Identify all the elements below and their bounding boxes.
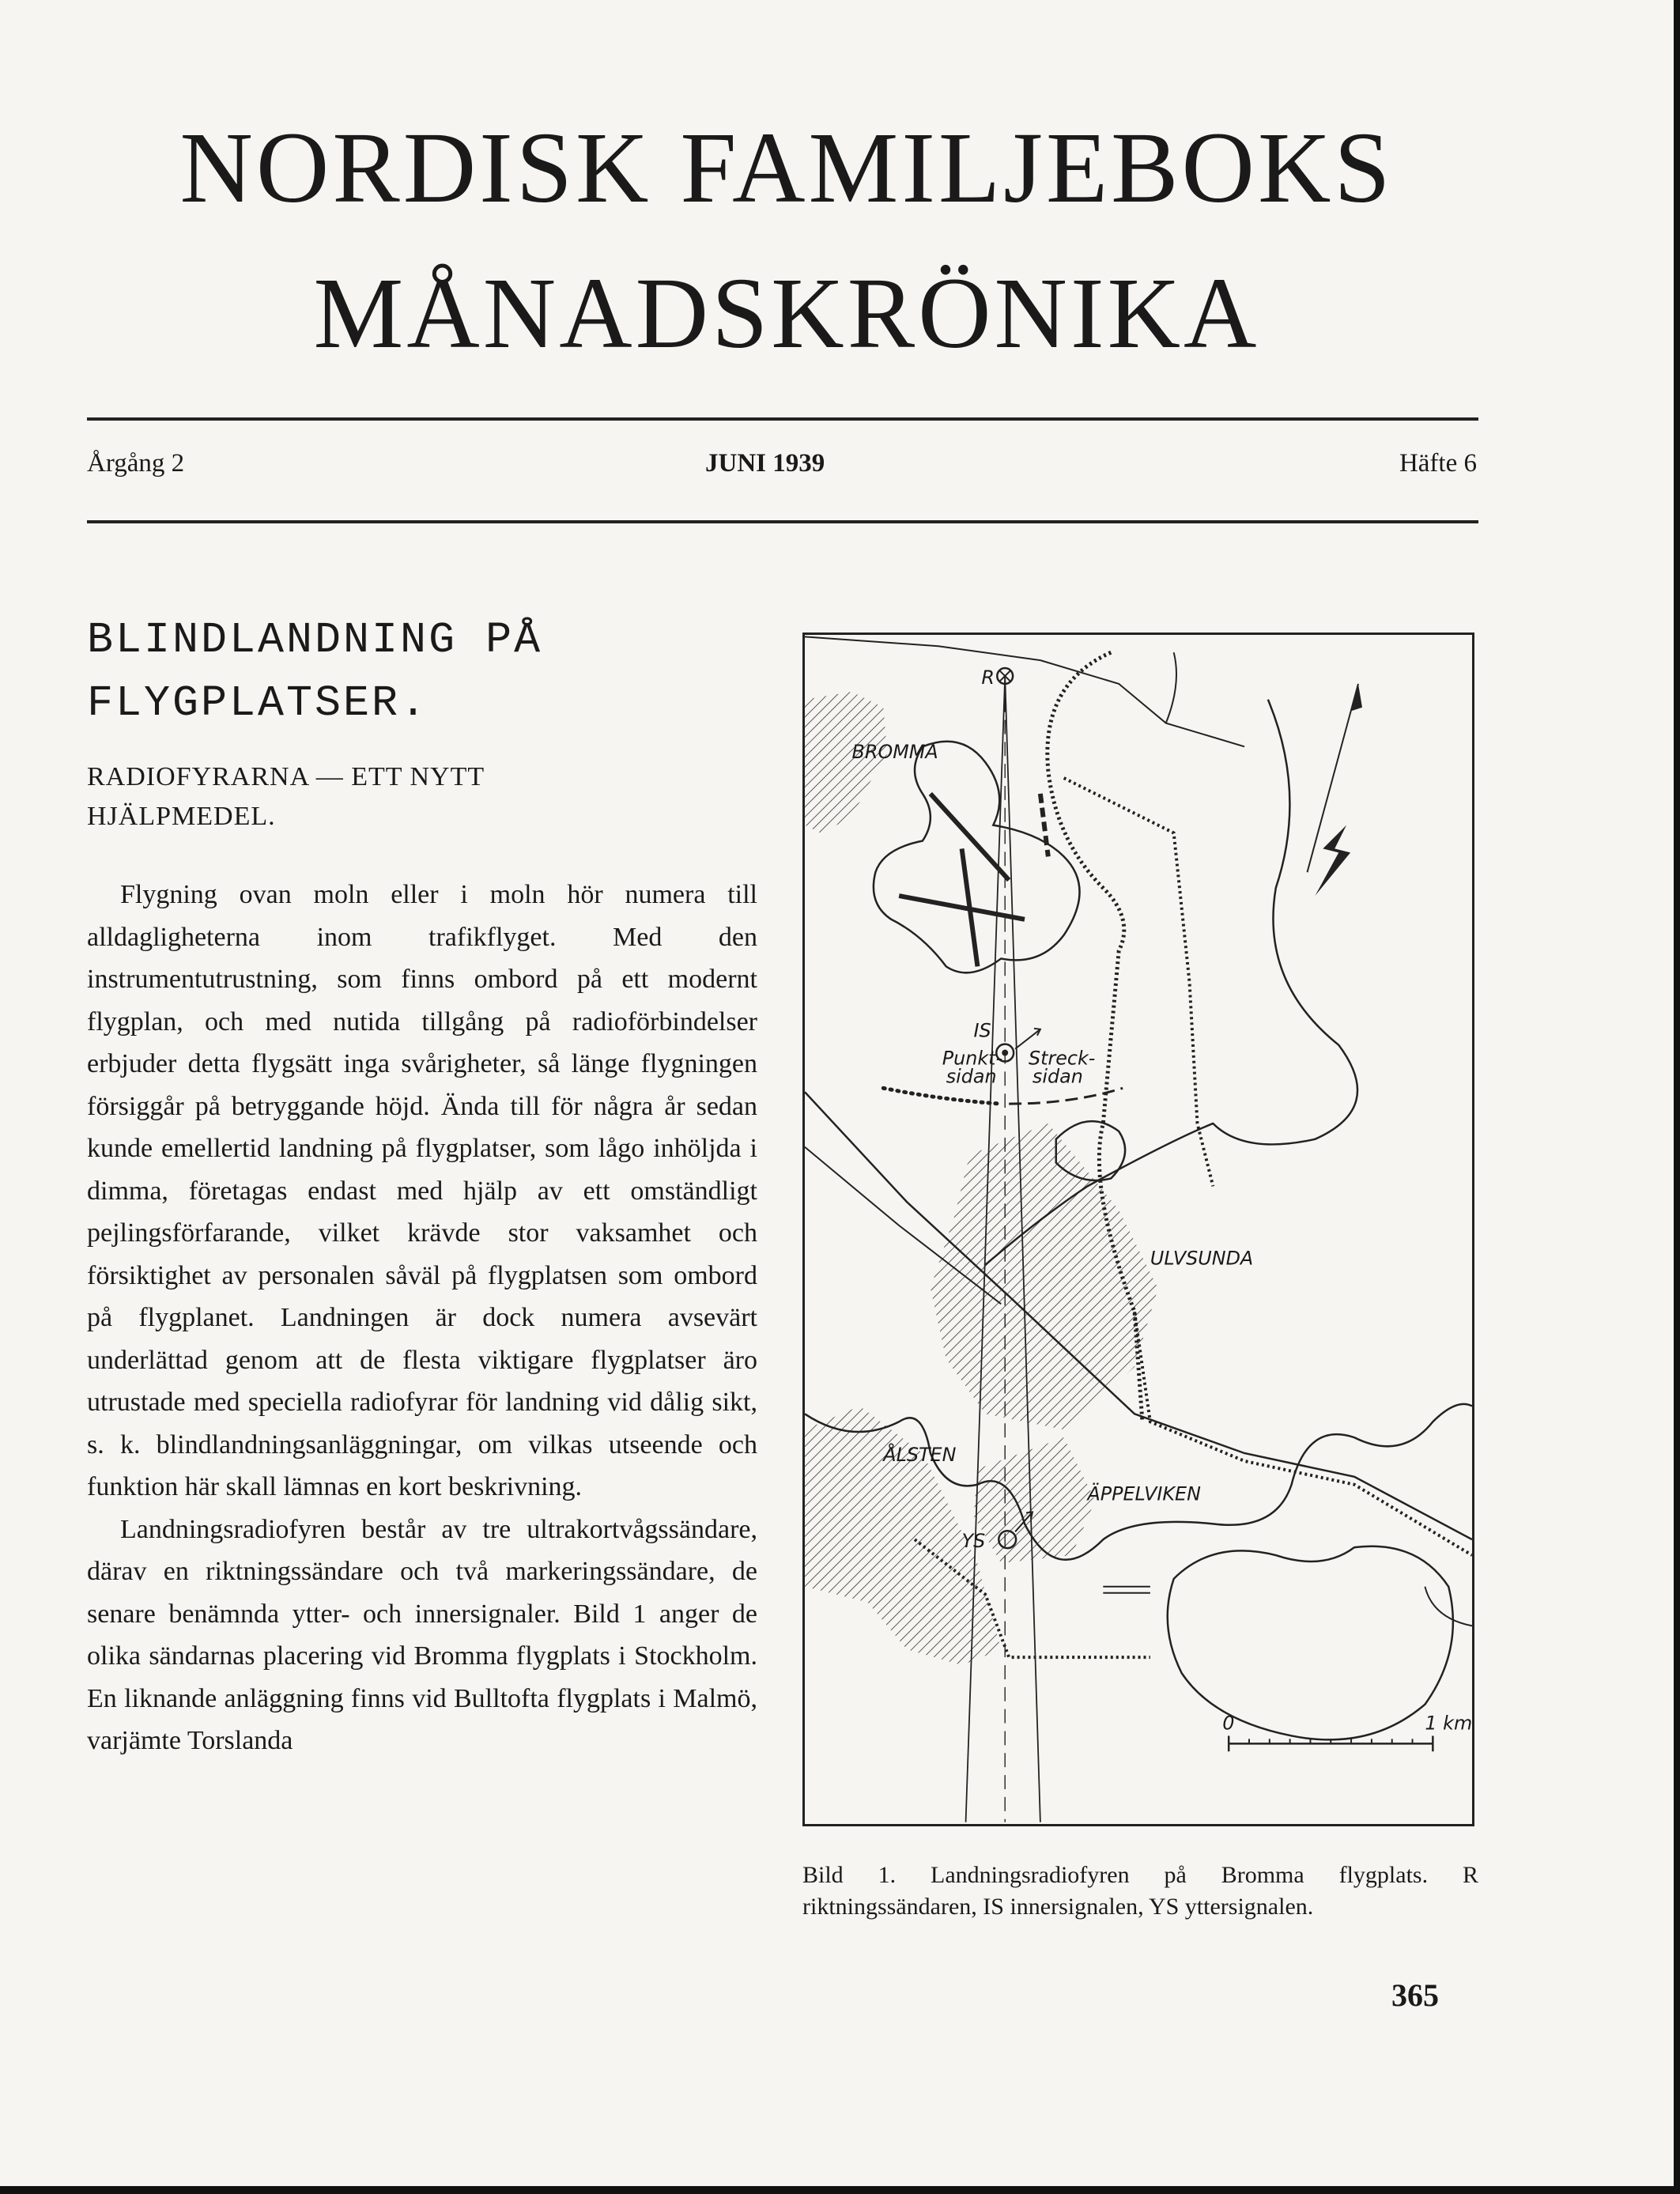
map-label-alsten: ÅLSTEN	[883, 1443, 957, 1466]
runway	[899, 794, 1025, 966]
issue-volume: Årgång 2	[87, 449, 185, 478]
scan-edge-right	[1674, 0, 1680, 2194]
masthead-line-2: MÅNADSKRÖNIKA	[313, 257, 1260, 369]
north-arrow-bolt	[1315, 825, 1350, 896]
bromma-map	[805, 635, 1472, 1824]
article-title	[87, 609, 783, 735]
figure-caption: Bild 1. Landningsradiofyren på Bromma flygplats. R riktningssändaren, IS innersignalen, YS yttersignalen.	[802, 1862, 1478, 1920]
issue-date: JUNI 1939	[705, 449, 825, 478]
appelviken-area	[973, 1437, 1095, 1563]
article-paragraph-2: Landningsradiofyren består av tre ultrakortvågssändare, därav en riktningssändare och två markeringssändare, de senare benämnda ytter- och innersignaler. Bild 1 anger de olika sändarnas placering vid Bromma flygplats i Stockholm. En liknande anläggning finns vid Bulltofta flygplats i Malmö, varjämte Torslanda	[87, 1514, 757, 1755]
road	[1166, 652, 1176, 723]
map-figure	[802, 633, 1474, 1826]
article-body	[87, 874, 757, 1762]
hangar-line	[1040, 794, 1048, 856]
issue-number: Häfte 6	[1399, 449, 1477, 478]
article-title-line-2: FLYGPLATSER.	[87, 678, 429, 728]
header-rule-top	[87, 417, 1478, 421]
article-subtitle-line-1: RADIOFYRARNA — ETT NYTT	[87, 762, 485, 791]
north-arrow-head	[1350, 684, 1362, 712]
map-label-scale-zero: 0	[1222, 1712, 1235, 1735]
bridge	[1103, 1587, 1150, 1593]
article-title-line-1: BLINDLANDNING PÅ	[87, 615, 543, 665]
header-rule-bottom	[87, 520, 1478, 523]
article-paragraph-1: Flygning ovan moln eller i moln hör numera till alldagligheterna inom trafikflyget. Med den instrumentutrustning, som finns ombord på ett modernt flygplan, och med nutida tillgång på radioförbindelser erbjuder detta flygsätt inga svårigheter, så länge flygningen försiggår på betryggande höjd. Ända till för några år sedan kunde emellertid landning på flygplatser, som lågo inhöljda i dimma, företagas endast med hjälp av ett omständligt pejlingsförfarande, vilket krävde stor vaksamhet och försiktighet av personalen såväl på flygplatsen som ombord på flygplanet. Landningen är dock numera avsevärt underlättad genom att de flesta viktigare flygplatser äro utrustade med speciella radiofyrar för landning vid dålig sikt, s. k. blindlandningsanläggningar, om vilkas utseende och funktion här skall lämnas en kort beskrivning.	[87, 880, 757, 1501]
map-label-punkt-1: Punkt-	[942, 1047, 1003, 1070]
streck-arc	[1009, 1088, 1123, 1104]
map-label-streck-2: sidan	[1032, 1065, 1083, 1088]
inner-signal-dot	[1002, 1050, 1008, 1056]
railway	[1064, 778, 1214, 1186]
punkt-arc	[883, 1088, 1001, 1104]
map-label-appelviken: ÄPPELVIKEN	[1087, 1482, 1201, 1505]
masthead-line-1: NORDISK FAMILJEBOKS	[179, 111, 1394, 224]
map-label-scale-km: 1 km	[1425, 1712, 1472, 1735]
road	[1040, 660, 1244, 746]
map-label-r: R	[981, 666, 995, 689]
map-label-bromma: BROMMA	[851, 741, 938, 764]
inner-signal-arrow	[1015, 1029, 1040, 1049]
map-label-punkt-2: sidan	[946, 1065, 997, 1088]
page-number: 365	[1391, 1977, 1439, 2013]
road	[805, 636, 1040, 660]
map-label-streck-1: Streck-	[1028, 1047, 1096, 1070]
island	[1168, 1546, 1453, 1740]
map-label-ys: YS	[961, 1530, 986, 1553]
article-subtitle	[87, 757, 593, 836]
article-subtitle-line-2: HJÄLPMEDEL.	[87, 802, 276, 831]
map-label-is: IS	[973, 1019, 991, 1042]
map-label-ulvsunda: ULVSUNDA	[1150, 1247, 1254, 1270]
shoreline	[1425, 1587, 1472, 1626]
scan-edge-bottom	[0, 2186, 1680, 2194]
